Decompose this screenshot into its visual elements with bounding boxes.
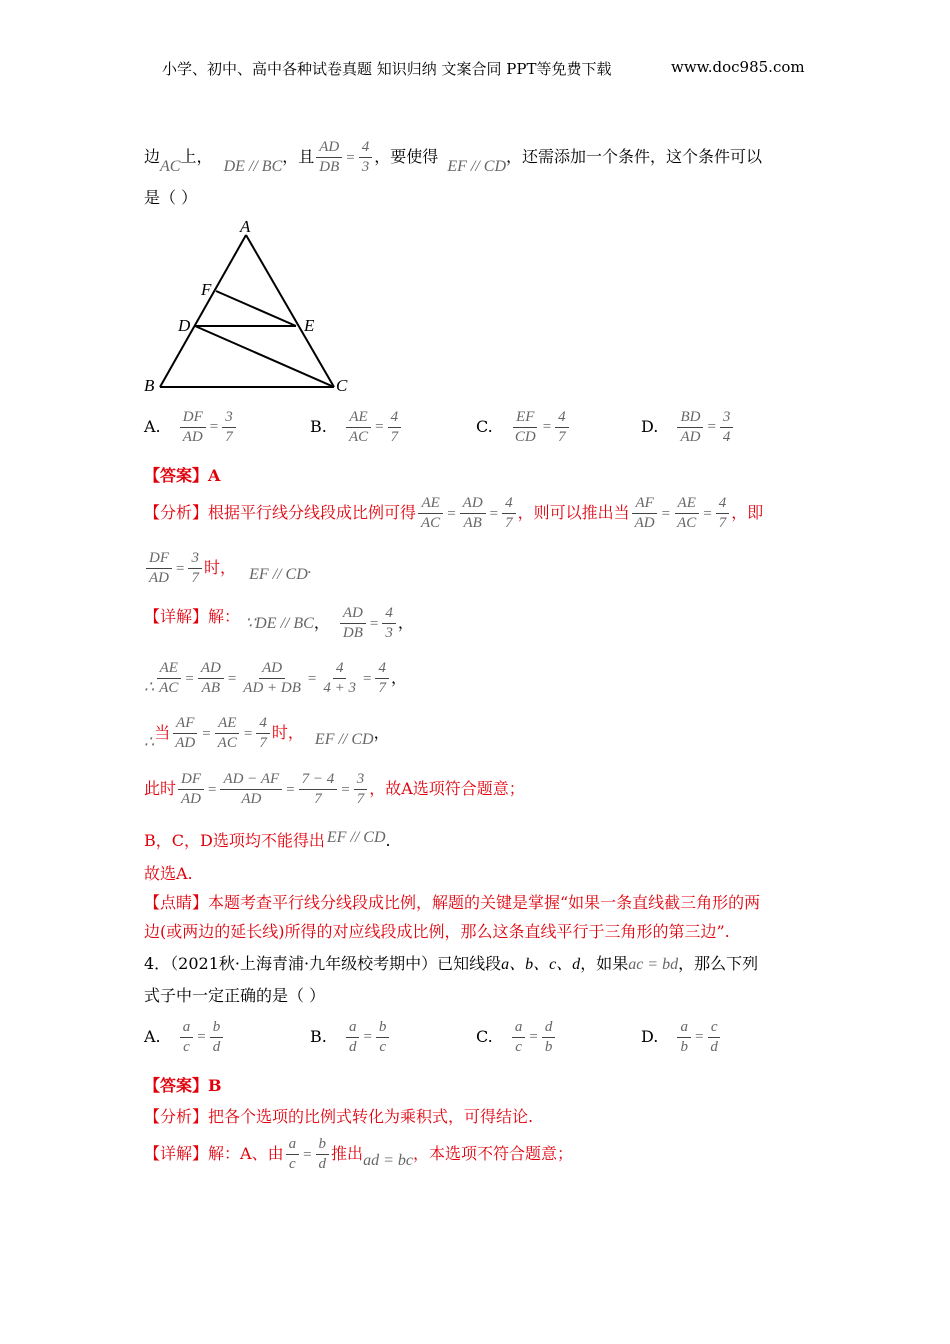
q3-detail-line4: 此时 $\frac{DF}{AD}$ = $\frac{AD - AF}{AD}$ = $\frac{7 - 4}{7}$ = $\frac{3}{7}$ ，故A选项符合题意； xyxy=(144,771,525,807)
q4-line2: 式子中一定正确的是（ ） xyxy=(144,986,326,1005)
q4-detail: 【详解】解：A、由 $\frac{a}{c}$ = $\frac{b}{d}$ 推出ad = bc，本选项不符合题意； xyxy=(144,1136,573,1172)
q3-detail-line6: 故选A. xyxy=(144,864,193,883)
q3-option-c[interactable]: C. $\frac{EF}{CD}$ = $\frac{4}{7}$ xyxy=(476,410,571,445)
header-title: 小学、初中、高中各种试卷真题 知识归纳 文案合同 PPT等免费下载 xyxy=(162,60,612,78)
label-b: B xyxy=(144,376,155,395)
fraction: $\frac{AD}{DB}$ xyxy=(316,140,342,175)
q3-comment-line2: 边(或两边的延长线)所得的对应线段成比例，那么这条直线平行于三角形的第三边”. xyxy=(144,922,730,941)
label-f: F xyxy=(201,280,212,299)
label-d: D xyxy=(178,316,191,335)
q4-line1: 4．（2021秋·上海青浦·九年级校考期中）已知线段a、b、c、d，如果ac = bd，那么下列 xyxy=(144,954,759,973)
q4-option-c[interactable]: C. $\frac{a}{c}$ = $\frac{d}{b}$ xyxy=(476,1020,557,1055)
q3-line2: 是（ ） xyxy=(144,188,198,207)
q3-text: ，且 xyxy=(282,147,315,166)
q3-analysis: 【分析】根据平行线分线段成比例可得 $\frac{AE}{AC}$ = $\frac{AD}{AB}$ = $\frac{4}{7}$ ，则可以推出当 $\frac{AF}{AD}$ = $\frac{AE}{AC}$ = $\frac{4}{7}$ ，即 xyxy=(144,495,764,531)
q3-detail-line1: 【详解】解： xyxy=(144,607,241,626)
q4-answer: 【答案】B xyxy=(144,1076,222,1095)
q3-text: ，要使得 xyxy=(374,147,439,166)
label-c: C xyxy=(336,376,348,395)
side-ac xyxy=(246,235,334,387)
q3-detail-line5: B，C，D选项均不能得出 EF // CD. xyxy=(144,829,391,850)
side-ab xyxy=(160,235,246,387)
segment-fe xyxy=(216,291,296,326)
q4-option-b[interactable]: B. $\frac{a}{d}$ = $\frac{b}{c}$ xyxy=(310,1020,391,1055)
triangle-figure xyxy=(138,215,358,397)
label-e: E xyxy=(304,316,315,335)
q3-text: 上， xyxy=(180,147,213,166)
math-de-parallel-bc: DE // BC xyxy=(223,158,283,175)
math-ef-parallel-cd: EF // CD xyxy=(447,158,507,175)
segment-dc xyxy=(195,326,334,387)
q3-detail-line2: ∴ $\frac{AE}{AC}$ = $\frac{AD}{AB}$ = $\frac{AD}{AD + DB}$ = $\frac{4}{4 + 3}$ = $\frac{4}{7}$ ， xyxy=(144,660,407,696)
q3-option-d[interactable]: D. $\frac{BD}{AD}$ = $\frac{3}{4}$ xyxy=(641,410,735,445)
q4-option-a[interactable]: A. $\frac{a}{c}$ = $\frac{b}{d}$ xyxy=(144,1020,225,1055)
label-a: A xyxy=(240,217,251,236)
q3-answer: 【答案】A xyxy=(144,466,221,485)
q3-text: 边 xyxy=(144,147,161,166)
q3-detail-because: ∵DE // BC， $\frac{AD}{DB}$ = $\frac{4}{3}$ ， xyxy=(245,605,414,641)
header-site: www.doc985.com xyxy=(671,58,805,76)
fraction: $\frac{4}{3}$ xyxy=(359,140,373,175)
math-ac: AC xyxy=(160,158,181,175)
q3-option-a[interactable]: A. $\frac{DF}{AD}$ = $\frac{3}{7}$ xyxy=(144,410,238,445)
q4-option-d[interactable]: D. $\frac{a}{b}$ = $\frac{c}{d}$ xyxy=(641,1020,723,1055)
q3-analysis-line2: $\frac{DF}{AD}$ = $\frac{3}{7}$ 时， EF // CD. xyxy=(144,551,312,586)
q3-text: ，还需添加一个条件，这个条件可以 xyxy=(506,147,763,166)
q3-line1: 边AC上， DE // BC，且 $\frac{AD}{DB}$ = $\frac{4}{3}$ ，要使得 EF // CD，还需添加一个条件，这个条件可以 xyxy=(144,139,763,175)
q3-option-b[interactable]: B. $\frac{AE}{AC}$ = $\frac{4}{7}$ xyxy=(310,410,403,445)
q3-detail-line3: ∴当 $\frac{AF}{AD}$ = $\frac{AE}{AC}$ = $\frac{4}{7}$ 时， EF // CD， xyxy=(144,715,390,751)
q4-analysis: 【分析】把各个选项的比例式转化为乘积式，可得结论. xyxy=(144,1107,534,1126)
q3-comment-line1: 【点睛】本题考查平行线分线段成比例，解题的关键是掌握“如果一条直线截三角形的两 xyxy=(144,893,761,912)
